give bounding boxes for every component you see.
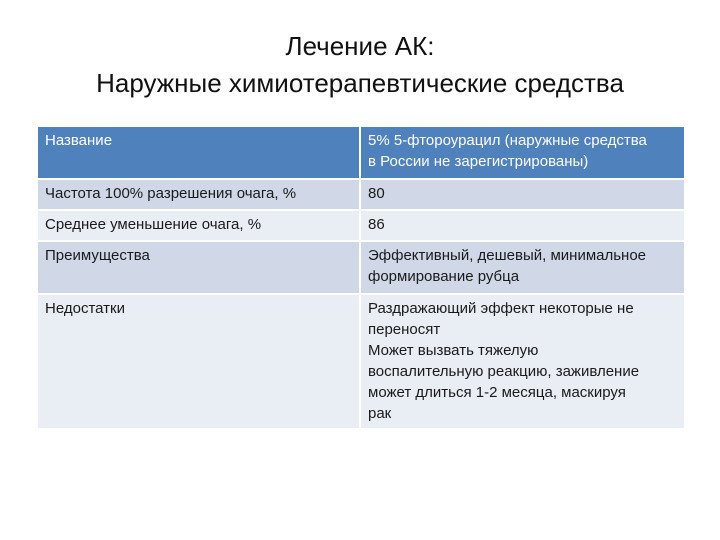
row-value-line: формирование рубца bbox=[368, 268, 520, 285]
table-row bbox=[37, 294, 685, 429]
table-row bbox=[37, 241, 685, 294]
table-row bbox=[37, 179, 685, 210]
row-value-line: переносят bbox=[368, 321, 441, 338]
title-line-2: Наружные химиотерапевтические средства bbox=[96, 68, 624, 98]
slide-title bbox=[0, 28, 720, 102]
row-label-cell: Преимущества bbox=[37, 241, 360, 294]
treatment-table bbox=[36, 125, 686, 430]
row-value-cell bbox=[360, 241, 685, 294]
header-value-line: 5% 5-фтороурацил (наружные средства bbox=[368, 132, 647, 149]
table-row bbox=[37, 210, 685, 241]
row-label-cell: Недостатки bbox=[37, 294, 360, 429]
header-value-line: в России не зарегистрированы) bbox=[368, 153, 589, 170]
row-value-line: 86 bbox=[368, 216, 385, 233]
row-value-line: может длиться 1-2 месяца, маскируя bbox=[368, 384, 626, 401]
row-value-line: воспалительную реакцию, заживление bbox=[368, 363, 640, 380]
row-label-cell: Частота 100% разрешения очага, % bbox=[37, 179, 360, 210]
row-value-cell bbox=[360, 294, 685, 429]
row-value-line: Эффективный, дешевый, минимальное bbox=[368, 247, 647, 264]
title-line-1: Лечение АК: bbox=[285, 31, 435, 61]
row-label-cell: Среднее уменьшение очага, % bbox=[37, 210, 360, 241]
row-value-line: Может вызвать тяжелую bbox=[368, 342, 539, 359]
row-value-line: рак bbox=[368, 405, 392, 422]
row-value-cell bbox=[360, 210, 685, 241]
row-value-line: 80 bbox=[368, 185, 385, 202]
row-value-line: Раздражающий эффект некоторые не bbox=[368, 300, 634, 317]
table-header-row bbox=[37, 126, 685, 179]
row-value-cell bbox=[360, 179, 685, 210]
header-value-cell bbox=[360, 126, 685, 179]
header-label-cell: Название bbox=[37, 126, 360, 179]
